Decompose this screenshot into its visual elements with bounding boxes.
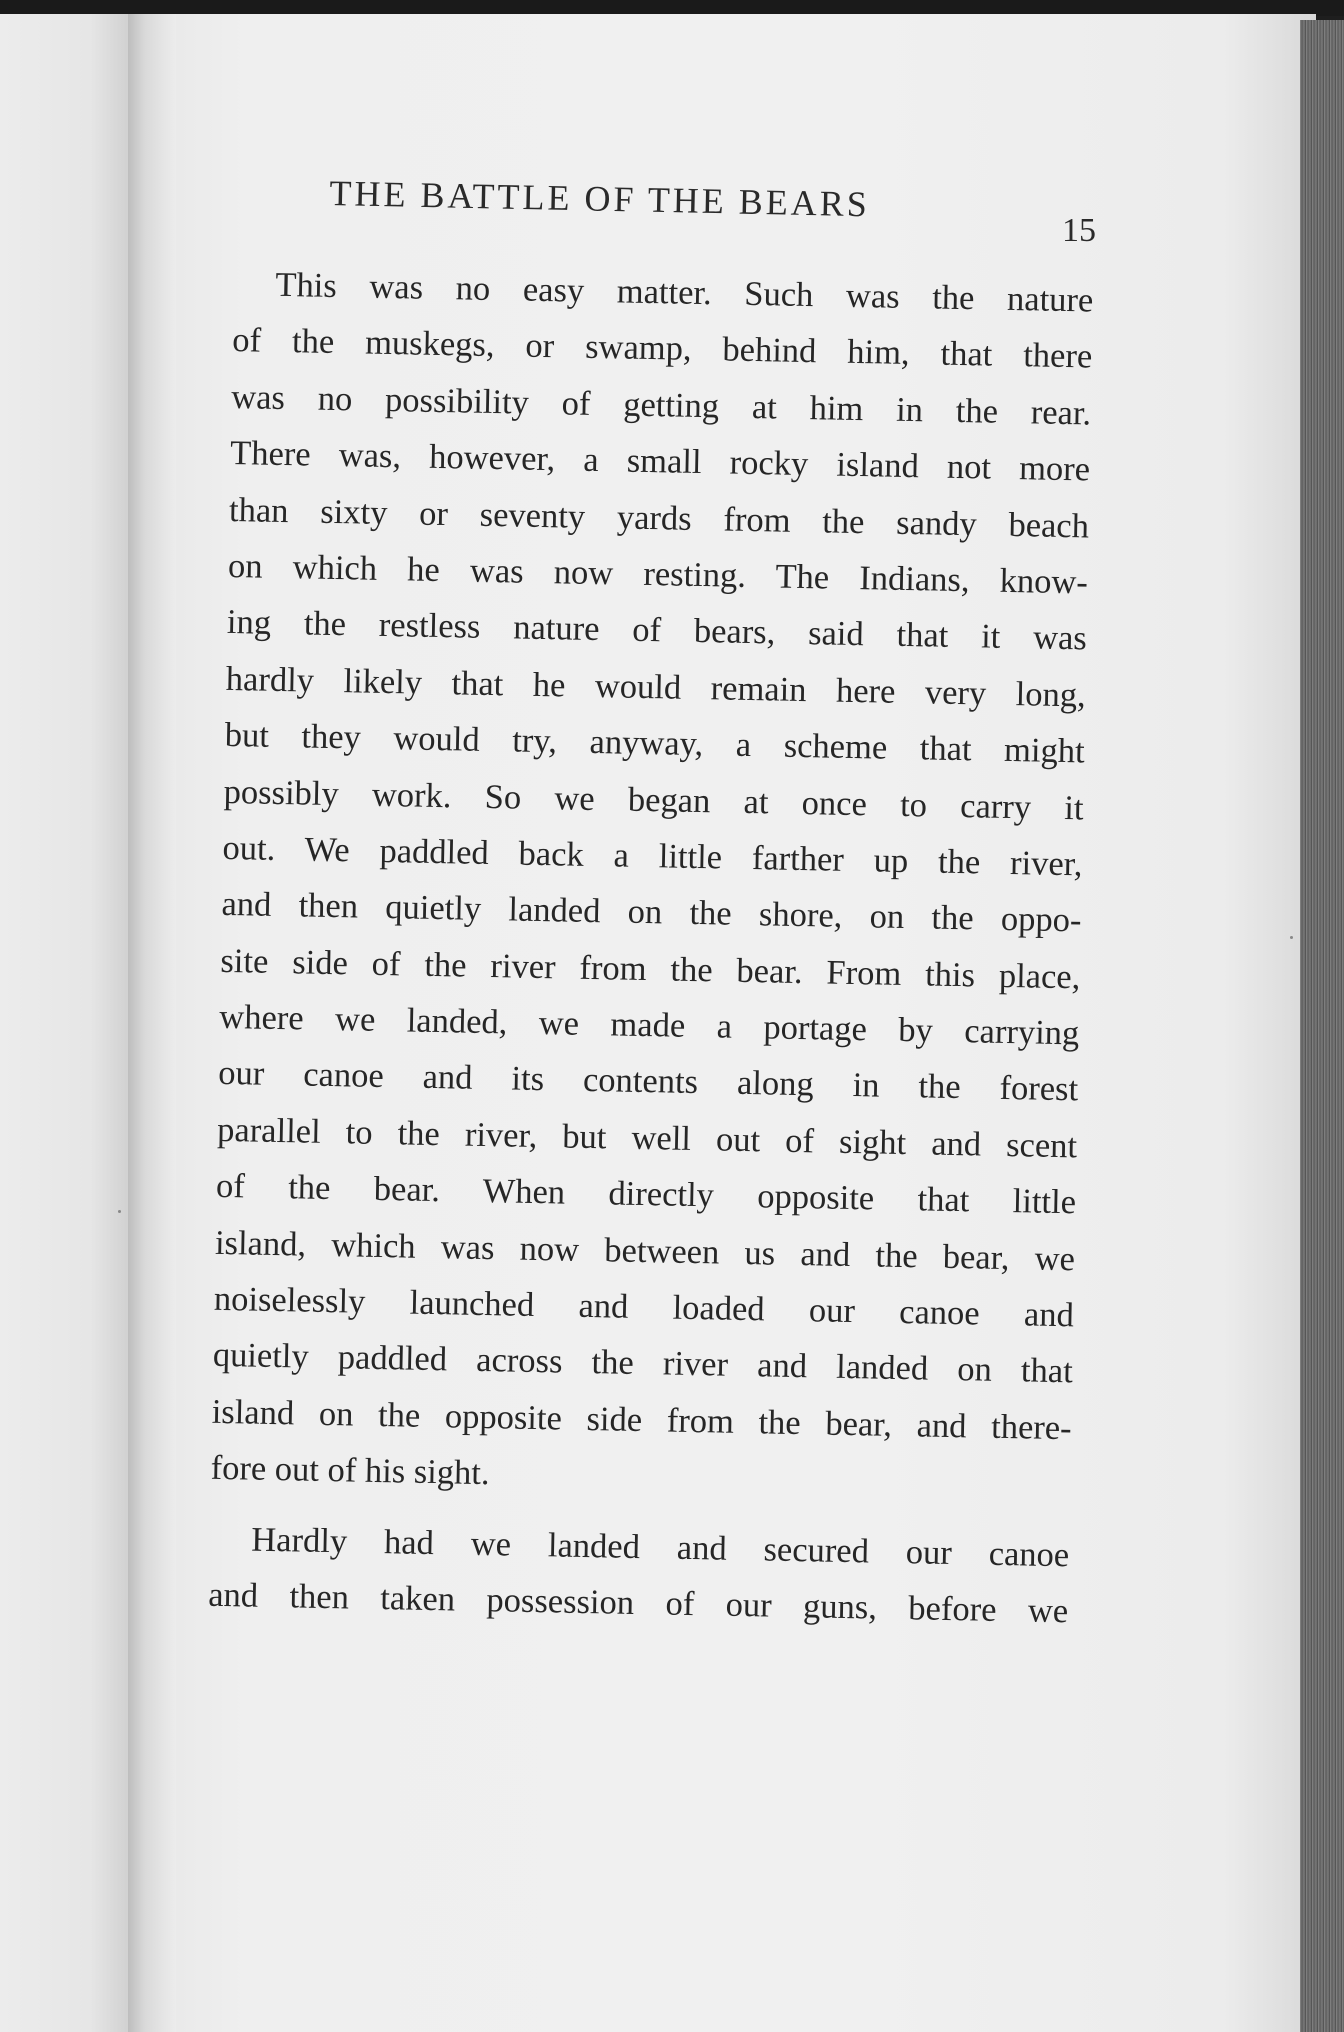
page-header [329, 172, 1110, 249]
text-line: There was, however, a small rocky island not more [229, 434, 1091, 489]
text-line: Hardly had we landed and secured our canoe [251, 1520, 1070, 1574]
text-line: of the bear. When directly opposite that little [215, 1167, 1077, 1222]
text-line: noiselessly launched and loaded our canoe and [213, 1279, 1075, 1335]
text-line: ing the restless nature of bears, said that it was [226, 603, 1088, 658]
running-head: THE BATTLE OF THE BEARS [329, 172, 871, 225]
text-line: but they would try, anyway, a scheme that might [224, 716, 1086, 771]
text-line: quietly paddled across the river and landed on that [212, 1336, 1074, 1391]
page-number: 15 [1062, 212, 1096, 249]
book-gutter-shadow [128, 14, 176, 2032]
text-line: parallel to the river, but well out of sight and scent [216, 1110, 1078, 1166]
text-line: our canoe and its contents along in the forest [217, 1054, 1079, 1109]
scan-speck [118, 1210, 121, 1213]
page-block-edge [1300, 20, 1344, 2032]
text-line: fore out of his sight. [210, 1448, 490, 1493]
text-line: where we landed, we made a portage by carrying [219, 997, 1080, 1053]
text-line: possibly work. So we began at once to carry it [223, 772, 1084, 827]
text-line: island, which was now between us and the bear, we [214, 1223, 1076, 1278]
text-line: than sixty or seventy yards from the sandy beach [228, 490, 1090, 546]
paragraph-1 [210, 256, 1094, 1513]
text-line: and then taken possession of our guns, before we [207, 1575, 1069, 1631]
text-line: of the muskegs, or swamp, behind him, that there [232, 321, 1093, 376]
paragraph-2 [208, 1510, 1070, 1639]
scan-speck [1290, 936, 1293, 939]
text-line: was no possibility of getting at him in the rear. [230, 377, 1092, 433]
text-line: and then quietly landed on the shore, on the oppo- [221, 885, 1082, 940]
text-line: This was no easy matter. Such was the nature [275, 265, 1094, 320]
text-line: island on the opposite side from the bear, and there- [211, 1392, 1073, 1448]
text-line: out. We paddled back a little farther up the river, [222, 828, 1083, 884]
text-line: on which he was now resting. The Indians, know- [227, 546, 1089, 602]
text-line: hardly likely that he would remain here very long, [225, 659, 1087, 715]
text-line: site side of the river from the bear. From this place, [220, 941, 1081, 997]
body-text [208, 256, 1094, 1640]
